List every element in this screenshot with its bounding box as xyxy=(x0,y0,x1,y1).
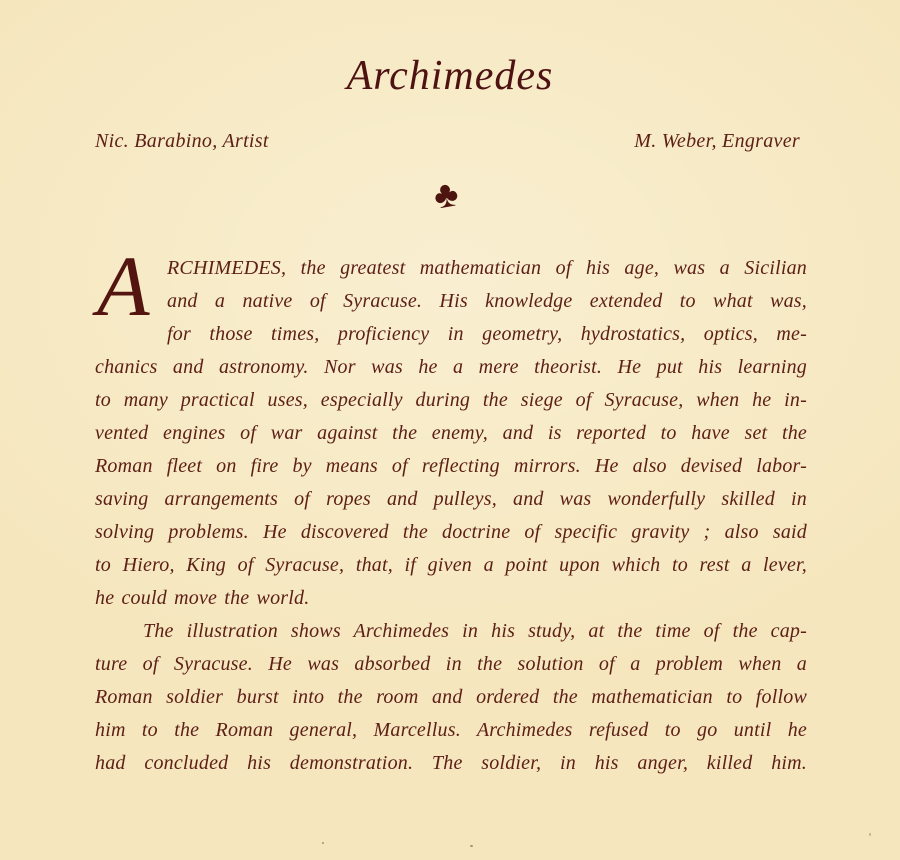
text-line: Roman soldier burst into the room and ordered the mathematician to follow xyxy=(95,686,807,708)
text-line: saving arrangements of ropes and pulleys, and was wonderfully skilled in xyxy=(95,488,807,510)
text-line: vented engines of war against the enemy, and is reported to have set the xyxy=(95,422,807,444)
text-line: him to the Roman general, Marcellus. Archimedes refused to go until he xyxy=(95,719,807,741)
text-line: he could move the world. xyxy=(95,587,310,609)
text-line: ture of Syracuse. He was absorbed in the solution of a problem when a xyxy=(95,653,807,675)
text-line: RCHIMEDES, the greatest mathematician of his age, was a Sicilian xyxy=(167,257,807,279)
body-text-block xyxy=(95,238,807,780)
artist-credit: Nic. Barabino, Artist xyxy=(95,130,269,152)
text-line: The illustration shows Archimedes in his study, at the time of the cap- xyxy=(143,620,807,642)
credits-row xyxy=(95,130,800,153)
paper-speck xyxy=(869,833,871,836)
text-line: to many practical uses, especially during the siege of Syracuse, when he in- xyxy=(95,389,807,411)
paper-speck xyxy=(470,845,473,847)
text-line: solving problems. He discovered the doctrine of specific gravity ; also said xyxy=(95,521,807,543)
engraver-credit: M. Weber, Engraver xyxy=(634,130,800,152)
text-line: Roman fleet on fire by means of reflecting mirrors. He also devised labor- xyxy=(95,455,807,477)
text-line: chanics and astronomy. Nor was he a mere theorist. He put his learning xyxy=(95,356,807,378)
text-line: had concluded his demonstration. The soldier, in his anger, killed him. xyxy=(95,752,807,774)
text-line: to Hiero, King of Syracuse, that, if given a point upon which to rest a lever, xyxy=(95,554,807,576)
paper-speck xyxy=(322,842,324,844)
drop-cap-letter: A xyxy=(97,238,150,334)
page-title: Archimedes xyxy=(346,53,554,99)
text-line: and a native of Syracuse. His knowledge extended to what was, xyxy=(167,290,807,312)
text-line: for those times, proficiency in geometry, hydrostatics, optics, me- xyxy=(167,323,807,345)
club-ornament-icon: ♣ xyxy=(430,173,462,218)
